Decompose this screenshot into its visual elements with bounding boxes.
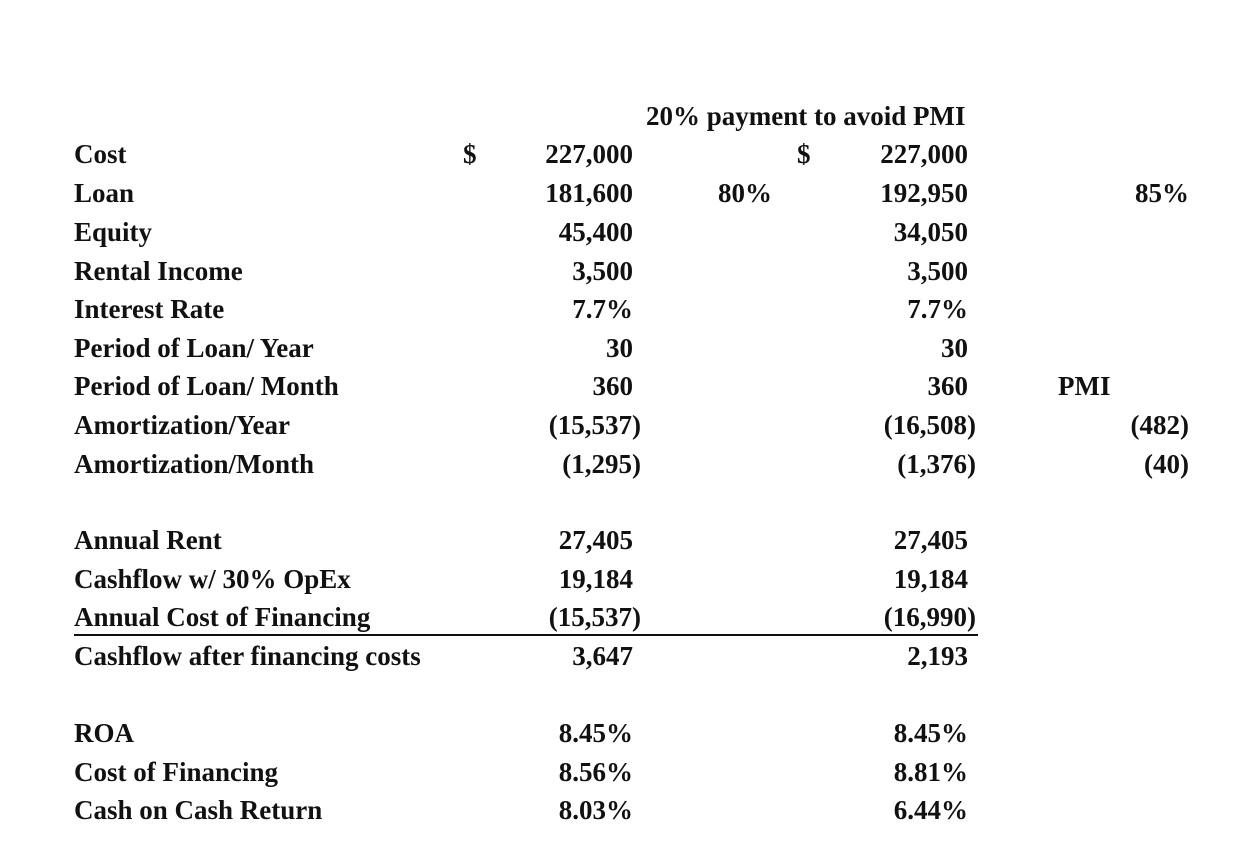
row-label-cashflow-after-financing: Cashflow after financing costs (74, 641, 421, 671)
annual-rent-value-b: 27,405 (893, 525, 968, 555)
row-label-cost: Cost (74, 139, 127, 169)
row-label-amortization-month: Amortization/Month (74, 449, 314, 479)
row-label-cashflow-opex: Cashflow w/ 30% OpEx (74, 564, 351, 594)
row-label-annual-cost-financing: Annual Cost of Financing (74, 602, 371, 632)
cash-on-cash-return-value-b: 6.44% (893, 795, 968, 825)
pmi-year-value: (482) (1130, 410, 1189, 440)
cost-of-financing-value-b: 8.81% (893, 757, 968, 787)
period-year-value-a: 30 (606, 333, 633, 363)
row-label-cost-of-financing: Cost of Financing (74, 757, 279, 787)
cost-value-a: 227,000 (545, 139, 633, 169)
interest-rate-value-b: 7.7% (907, 294, 968, 324)
annual-cost-financing-value-b: (16,990) (883, 602, 976, 632)
pmi-month-value: (40) (1144, 449, 1189, 479)
row-label-interest-rate: Interest Rate (74, 294, 225, 324)
amortization-month-value-a: (1,295) (562, 449, 641, 479)
loan-ratio-b: 85% (1135, 178, 1189, 208)
cashflow-opex-value-b: 19,184 (893, 564, 968, 594)
roa-value-a: 8.45% (558, 718, 633, 748)
row-label-equity: Equity (74, 217, 153, 247)
period-month-value-a: 360 (592, 371, 633, 401)
row-label-roa: ROA (74, 718, 134, 748)
row-label-rental-income: Rental Income (74, 256, 243, 286)
cost-of-financing-value-a: 8.56% (558, 757, 633, 787)
pmi-label: PMI (1058, 371, 1111, 401)
scenario-b-header: 20% payment to avoid PMI (646, 101, 966, 131)
cash-on-cash-return-value-a: 8.03% (558, 795, 633, 825)
row-label-annual-rent: Annual Rent (74, 525, 222, 555)
currency-symbol-b: $ (797, 139, 811, 169)
loan-ratio-a: 80% (718, 178, 772, 208)
row-label-cash-on-cash-return: Cash on Cash Return (74, 795, 323, 825)
period-year-value-b: 30 (941, 333, 968, 363)
interest-rate-value-a: 7.7% (572, 294, 633, 324)
amortization-year-value-a: (15,537) (548, 410, 641, 440)
currency-symbol-a: $ (463, 139, 477, 169)
period-month-value-b: 360 (927, 371, 968, 401)
cost-value-b: 227,000 (880, 139, 968, 169)
row-label-period-month: Period of Loan/ Month (74, 371, 339, 401)
roa-value-b: 8.45% (893, 718, 968, 748)
cashflow-after-financing-value-b: 2,193 (907, 641, 968, 671)
cashflow-after-financing-value-a: 3,647 (572, 641, 633, 671)
row-label-amortization-year: Amortization/Year (74, 410, 290, 440)
equity-value-a: 45,400 (558, 217, 633, 247)
annual-cost-financing-value-a: (15,537) (548, 602, 641, 632)
rental-income-value-b: 3,500 (907, 256, 968, 286)
loan-value-a: 181,600 (545, 178, 633, 208)
amortization-year-value-b: (16,508) (883, 410, 976, 440)
annual-rent-value-a: 27,405 (558, 525, 633, 555)
cashflow-opex-value-a: 19,184 (558, 564, 633, 594)
amortization-month-value-b: (1,376) (897, 449, 976, 479)
row-label-loan: Loan (74, 178, 135, 208)
total-underline (74, 634, 978, 636)
equity-value-b: 34,050 (893, 217, 968, 247)
row-label-period-year: Period of Loan/ Year (74, 333, 314, 363)
loan-value-b: 192,950 (880, 178, 968, 208)
rental-income-value-a: 3,500 (572, 256, 633, 286)
